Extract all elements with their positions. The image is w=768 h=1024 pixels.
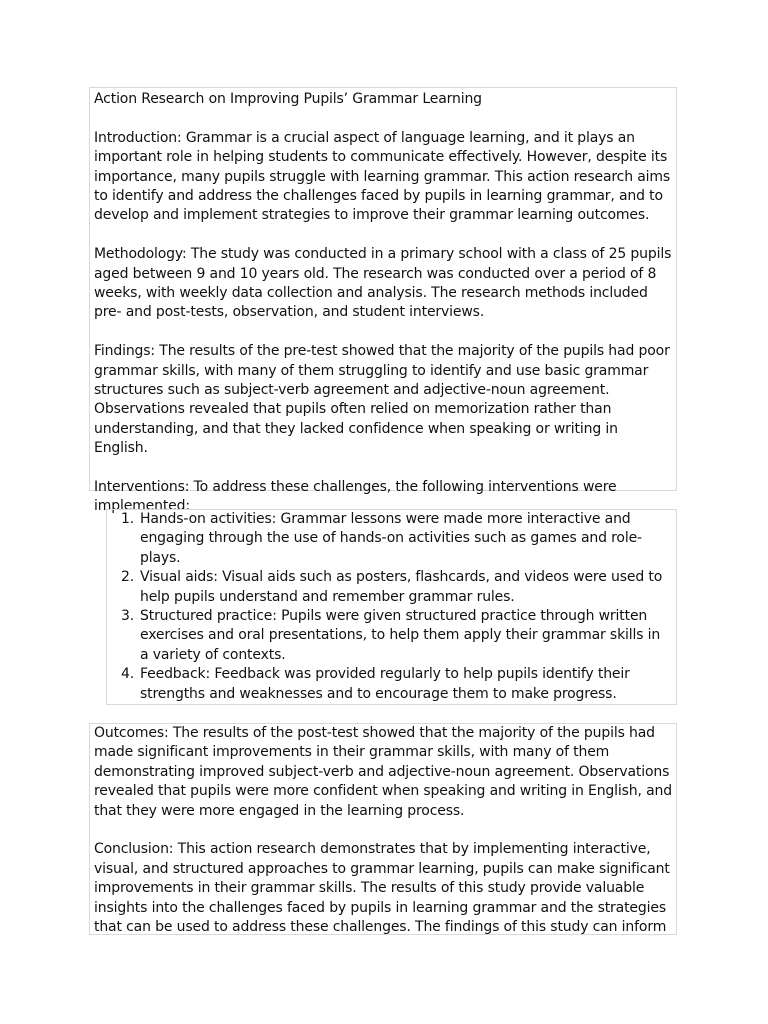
text-block-outcomes [89,723,677,935]
list-item [111,665,672,704]
list-item-text: Visual aids: Visual aids such as posters, flashcards, and videos were used to help pupils understand and remember grammar rules. [140,569,663,605]
list-item-number: 2. [120,569,134,586]
methodology-paragraph: Methodology: The study was conducted in a primary school with a class of 25 pupils aged between 9 and 10 years old. The research was conducted over a period of 8 weeks, with weekly data collection and analysis. The research methods included pre- and post-tests, observation, and student interviews. [94,246,672,321]
list-item [111,510,672,568]
list-item-number: 3. [120,608,134,625]
list-item-number: 1. [120,511,134,527]
outcomes-paragraph: Outcomes: The results of the post-test showed that the majority of the pupils had made significant improvements in their grammar skills, with many of them demonstrating improved subject-verb and adjective-noun agreement. Observations revealed that pupils were more confident when speaking and writing in English, and that they were more engaged in the learning process. [94,725,673,819]
list-item [111,607,672,665]
list-item-number: 4. [120,666,134,683]
text-block-intro [89,87,677,515]
list-item [111,568,672,607]
list-item-text: Feedback: Feedback was provided regularly to help pupils identify their strengths and weaknesses and to encourage them to make progress. [140,666,630,702]
document-title: Action Research on Improving Pupils’ Grammar Learning [94,91,482,107]
findings-paragraph: Findings: The results of the pre-test showed that the majority of the pupils had poor grammar skills, with many of them struggling to identify and use basic grammar structures such as subject-verb agreement and adjective-noun agreement. Observations revealed that pupils often relied on memorization rather than understanding, and that they lacked confidence when speaking or writing in English. [94,343,670,457]
list-item-text: Hands-on activities: Grammar lessons were made more interactive and engaging through the use of hands-on activities such as games and role-plays. [140,511,642,566]
list-item-text: Structured practice: Pupils were given structured practice through written exercises and oral presentations, to help them apply their grammar skills in a variety of contexts. [140,608,661,663]
conclusion-paragraph: Conclusion: This action research demonstrates that by implementing interactive, visual, and structured approaches to grammar learning, pupils can make significant improvements in their grammar skills. The results of this study provide valuable insights into the challenges faced by pupils in learning grammar and the strategies that can be used to address these challenges. The findings of this study can inform [94,841,670,935]
interventions-list-block [106,509,677,705]
interventions-paragraph: Interventions: To address these challenges, the following interventions were implemented: [94,479,617,515]
interventions-list [111,510,672,704]
introduction-paragraph: Introduction: Grammar is a crucial aspect of language learning, and it plays an important role in helping students to communicate effectively. However, despite its importance, many pupils struggle with learning grammar. This action research aims to identify and address the challenges faced by pupils in learning grammar, and to develop and implement strategies to improve their grammar learning outcomes. [94,129,671,224]
